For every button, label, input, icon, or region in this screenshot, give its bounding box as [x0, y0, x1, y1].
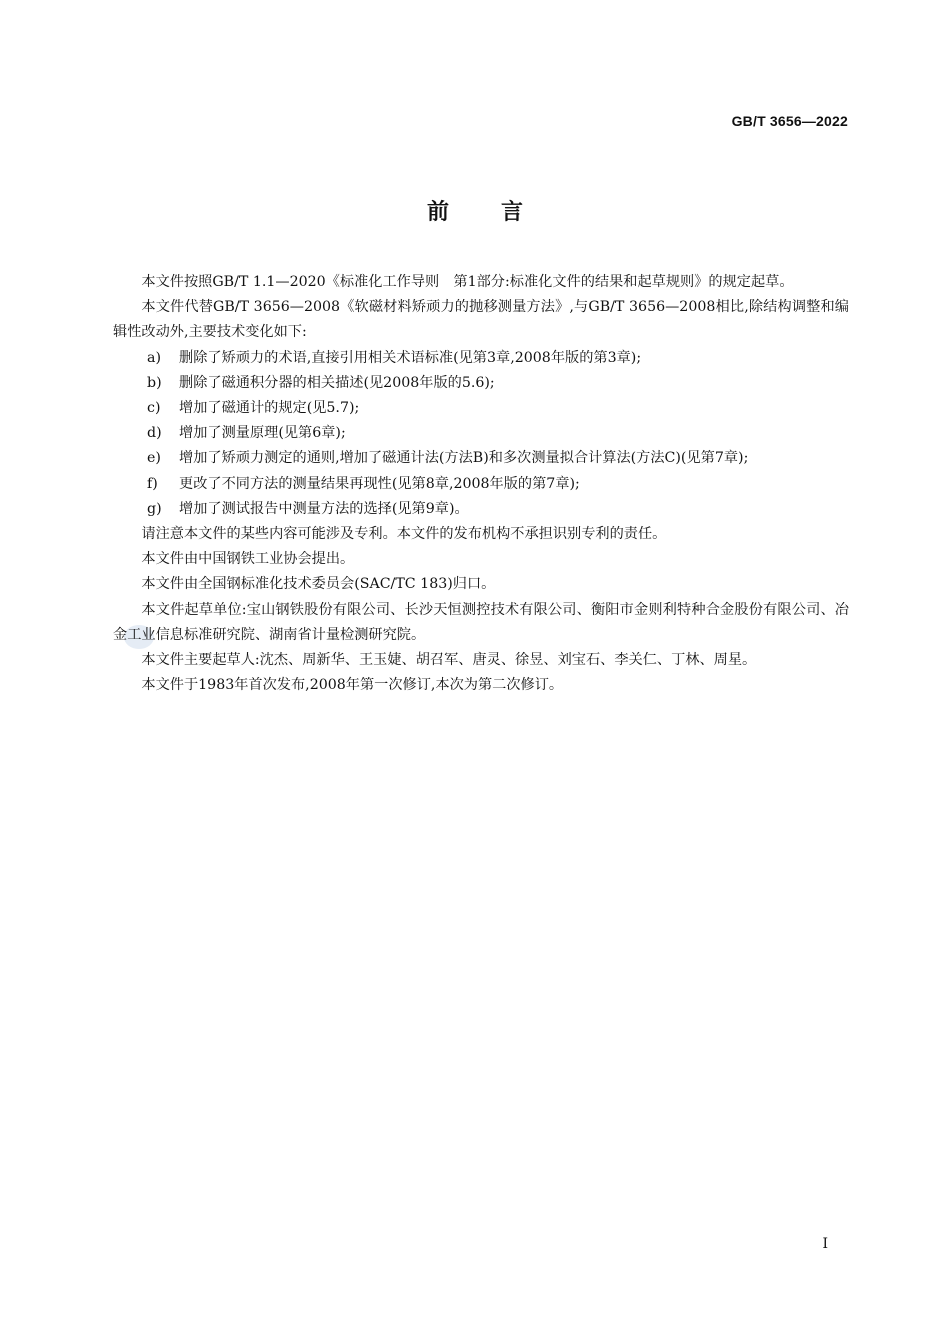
list-marker: a)	[147, 349, 161, 366]
paragraph-drafting-rules: 本文件按照GB/T 1.1—2020《标准化工作导则 第1部分:标准化文件的结果和起草规则》的规定起草。	[141, 274, 794, 290]
foreword-body	[113, 270, 849, 698]
paragraph-replacement: 本文件代替GB/T 3656—2008《软磁材料矫顽力的抛移测量方法》,与GB/T 3656—2008相比,除结构调整和编辑性改动外,主要技术变化如下:	[113, 299, 849, 341]
list-item-text: 删除了矫顽力的术语,直接引用相关术语标准(见第3章,2008年版的第3章);	[179, 349, 642, 366]
paragraph-drafters: 本文件主要起草人:沈杰、周新华、王玉婕、胡召军、唐灵、徐昱、刘宝石、李关仁、丁林、周星。	[141, 652, 757, 669]
list-item-text: 增加了测量原理(见第6章);	[179, 425, 346, 442]
list-marker: d)	[147, 425, 162, 442]
list-item	[113, 371, 849, 396]
list-item-text: 删除了磁通积分器的相关描述(见2008年版的5.6);	[179, 374, 495, 391]
paragraph-patent-notice: 请注意本文件的某些内容可能涉及专利。本文件的发布机构不承担识别专利的责任。	[141, 526, 667, 543]
changes-list	[113, 346, 849, 522]
list-marker: c)	[147, 400, 161, 417]
list-marker: g)	[147, 500, 162, 517]
page-title: 前言	[426, 200, 575, 225]
paragraph-committee: 本文件由全国钢标准化技术委员会(SAC/TC 183)归口。	[141, 576, 496, 593]
list-item-text: 增加了磁通计的规定(见5.7);	[179, 400, 360, 417]
list-item	[113, 497, 849, 522]
page-number: I	[822, 1236, 828, 1252]
list-item	[113, 421, 849, 446]
paragraph-proposer: 本文件由中国钢铁工业协会提出。	[141, 551, 355, 568]
list-item-text: 更改了不同方法的测量结果再现性(见第8章,2008年版的第7章);	[179, 475, 580, 492]
paragraph-history: 本文件于1983年首次发布,2008年第一次修订,本次为第二次修订。	[141, 677, 564, 694]
list-marker: f)	[147, 475, 158, 492]
standard-code: GB/T 3656—2022	[731, 113, 848, 129]
paragraph-drafting-units: 本文件起草单位:宝山钢铁股份有限公司、长沙天恒测控技术有限公司、衡阳市金则利特种合金股份有限公司、冶金工业信息标准研究院、湖南省计量检测研究院。	[113, 601, 849, 643]
list-marker: e)	[147, 450, 161, 467]
list-item	[113, 472, 849, 497]
list-item	[113, 346, 849, 371]
list-marker: b)	[147, 374, 162, 391]
list-item	[113, 396, 849, 421]
list-item-text: 增加了测试报告中测量方法的选择(见第9章)。	[179, 500, 469, 517]
list-item-text: 增加了矫顽力测定的通则,增加了磁通计法(方法B)和多次测量拟合计算法(方法C)(见第7章);	[179, 450, 749, 467]
list-item	[113, 446, 849, 471]
